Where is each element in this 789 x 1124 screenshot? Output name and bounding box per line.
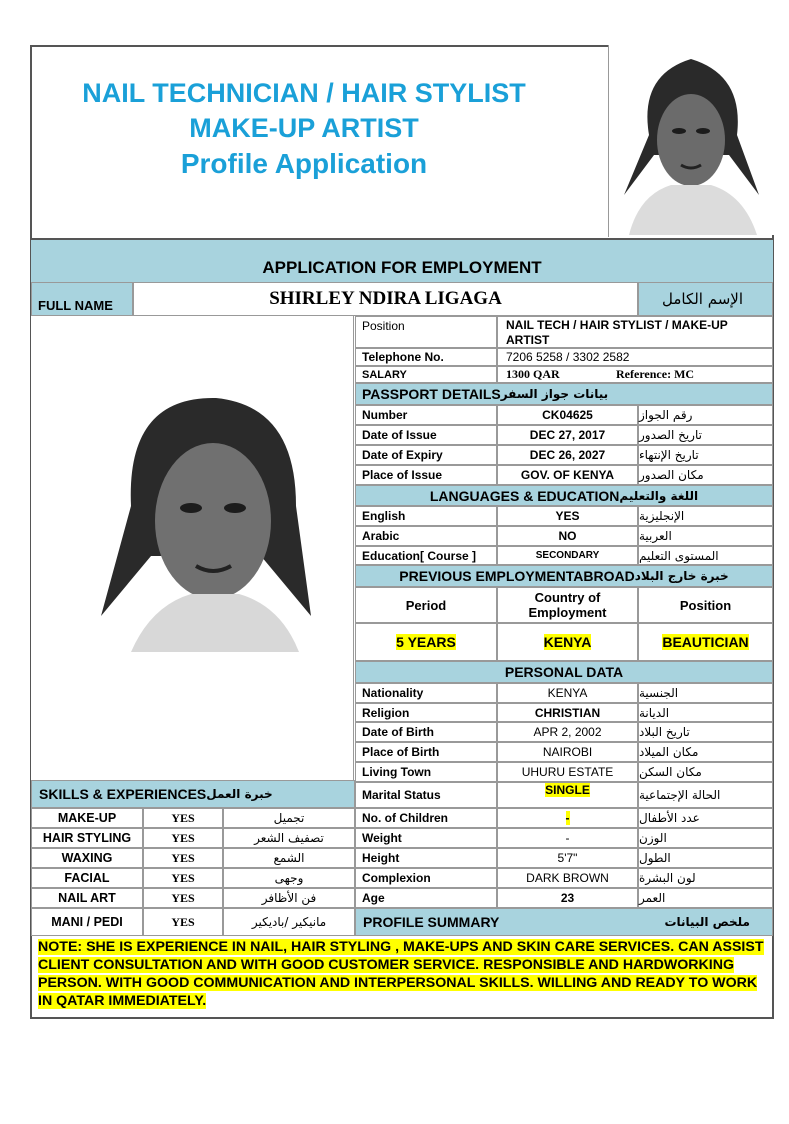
telephone-value: 7206 5258 / 3302 2582 <box>497 348 773 366</box>
personal-row-value: SINGLE <box>497 782 638 808</box>
personal-row-value: KENYA <box>497 683 638 703</box>
col-position: Position <box>638 587 773 623</box>
personal-row-label: Nationality <box>355 683 497 703</box>
position-value: NAIL TECH / HAIR STYLIST / MAKE-UP ARTIST <box>497 316 773 348</box>
employment-position: BEAUTICIAN <box>638 623 773 661</box>
passport-row-arabic: رقم الجواز <box>638 405 773 425</box>
title-line-3: Profile Application <box>180 148 428 179</box>
language-row-arabic: المستوى التعليم <box>638 546 773 565</box>
personal-row-label: Date of Birth <box>355 722 497 742</box>
skill-row-value: YES <box>143 848 223 868</box>
language-row-arabic: الإنجليزية <box>638 506 773 526</box>
skill-row-arabic: وجهى <box>223 868 355 888</box>
skill-row-arabic: تجميل <box>223 808 355 828</box>
passport-row-label: Number <box>355 405 497 425</box>
personal-row-label: Age <box>355 888 497 908</box>
language-row-arabic: العربية <box>638 526 773 546</box>
personal-row-arabic: الديانة <box>638 703 773 722</box>
skill-row-label: MANI / PEDI <box>31 908 143 936</box>
telephone-label: Telephone No. <box>355 348 497 366</box>
personal-row-label: No. of Children <box>355 808 497 828</box>
personal-row-value: DARK BROWN <box>497 868 638 888</box>
skill-row-arabic: تصفيف الشعر <box>223 828 355 848</box>
personal-row-arabic: مكان الميلاد <box>638 742 773 762</box>
language-row-value: YES <box>497 506 638 526</box>
application-header <box>31 238 773 282</box>
language-row-label: Education[ Course ] <box>355 546 497 565</box>
skill-row-arabic: فن الأظافر <box>223 888 355 908</box>
profile-summary-header: PROFILE SUMMARY ملخص البيانات <box>355 908 773 936</box>
personal-row-value: 5'7" <box>497 848 638 868</box>
language-row-label: English <box>355 506 497 526</box>
personal-row-value: UHURU ESTATE <box>497 762 638 782</box>
note-box <box>31 936 773 1018</box>
skill-row-arabic: مانيكير /باديكير <box>223 908 355 936</box>
languages-header: LANGUAGES & EDUCATION اللغة والتعليم <box>355 485 773 506</box>
passport-row-arabic: مكان الصدور <box>638 465 773 485</box>
passport-row-label: Date of Expiry <box>355 445 497 465</box>
language-row-label: Arabic <box>355 526 497 546</box>
applicant-photo-small <box>609 45 774 235</box>
employment-period: 5 YEARS <box>355 623 497 661</box>
personal-row-label: Complexion <box>355 868 497 888</box>
personal-data-header: PERSONAL DATA <box>355 661 773 683</box>
salary-label: SALARY <box>355 366 497 383</box>
passport-row-arabic: تاريخ الإنتهاء <box>638 445 773 465</box>
prev-employment-header: PREVIOUS EMPLOYMENTABROAD خبرة خارج البلاد <box>355 565 773 587</box>
skills-header: SKILLS & EXPERIENCES خبرة العمل <box>31 780 355 808</box>
photo-box-main <box>31 316 354 780</box>
personal-row-arabic: العمر <box>638 888 773 908</box>
skill-row-label: FACIAL <box>31 868 143 888</box>
personal-row-arabic: عدد الأطفال <box>638 808 773 828</box>
note-text: NOTE: SHE IS EXPERIENCE IN NAIL, HAIR STYLING , MAKE-UPS AND SKIN CARE SERVICES. CAN ASSIST CLIENT CONSULTATION AND WITH GOOD CUSTOMER SERVICE. RESPONSIBLE AND HARDWORKING PERSON. WITH GOOD COMMUNICATION AND INTERPERSONAL SKILLS. WILLING AND READY TO WORK IN QATAR IMMEDIATELY. <box>38 939 764 1009</box>
full-name-label: FULL NAME <box>31 282 133 316</box>
employment-country: KENYA <box>497 623 638 661</box>
personal-row-label: Marital Status <box>355 782 497 808</box>
language-row-value: SECONDARY <box>497 546 638 565</box>
personal-row-value: 23 <box>497 888 638 908</box>
application-title: APPLICATION FOR EMPLOYMENT <box>262 258 542 277</box>
skill-row-label: WAXING <box>31 848 143 868</box>
personal-row-value: NAIROBI <box>497 742 638 762</box>
personal-row-arabic: لون البشرة <box>638 868 773 888</box>
passport-row-value: DEC 27, 2017 <box>497 425 638 445</box>
personal-row-label: Height <box>355 848 497 868</box>
passport-header: PASSPORT DETAILS بيانات جواز السفر <box>355 383 773 405</box>
photo-box-top <box>608 45 774 237</box>
skill-row-value: YES <box>143 888 223 908</box>
full-name-value: SHIRLEY NDIRA LIGAGA <box>133 282 638 316</box>
personal-row-value: APR 2, 2002 <box>497 722 638 742</box>
skill-row-value: YES <box>143 868 223 888</box>
passport-row-label: Place of Issue <box>355 465 497 485</box>
passport-row-value: DEC 26, 2027 <box>497 445 638 465</box>
col-period: Period <box>355 587 497 623</box>
personal-row-label: Place of Birth <box>355 742 497 762</box>
skill-row-label: HAIR STYLING <box>31 828 143 848</box>
passport-row-value: GOV. OF KENYA <box>497 465 638 485</box>
col-country: Country of Employment <box>497 587 638 623</box>
skill-row-value: YES <box>143 908 223 936</box>
skill-row-label: NAIL ART <box>31 888 143 908</box>
personal-row-arabic: تاريخ البلاد <box>638 722 773 742</box>
skill-row-label: MAKE-UP <box>31 808 143 828</box>
position-label: Position <box>355 316 497 348</box>
personal-row-arabic: الوزن <box>638 828 773 848</box>
language-row-value: NO <box>497 526 638 546</box>
title-line-1: NAIL TECHNICIAN / HAIR STYLIST <box>82 78 526 108</box>
skill-row-value: YES <box>143 808 223 828</box>
personal-row-value: - <box>497 808 638 828</box>
personal-row-arabic: الحالة الإجتماعية <box>638 782 773 808</box>
title-line-2: MAKE-UP ARTIST <box>189 113 419 143</box>
personal-row-arabic: الجنسية <box>638 683 773 703</box>
skill-row-arabic: الشمع <box>223 848 355 868</box>
personal-row-value: - <box>497 828 638 848</box>
page-title <box>32 76 576 181</box>
salary-value: 1300 QAR Reference: MC <box>497 366 773 383</box>
reference-code: Reference: MC <box>616 367 695 381</box>
personal-row-label: Religion <box>355 703 497 722</box>
personal-row-label: Living Town <box>355 762 497 782</box>
passport-row-arabic: تاريخ الصدور <box>638 425 773 445</box>
personal-row-value: CHRISTIAN <box>497 703 638 722</box>
personal-row-arabic: الطول <box>638 848 773 868</box>
passport-row-label: Date of Issue <box>355 425 497 445</box>
personal-row-arabic: مكان السكن <box>638 762 773 782</box>
applicant-photo-large <box>31 316 353 780</box>
personal-row-label: Weight <box>355 828 497 848</box>
full-name-arabic: الإسم الكامل <box>638 282 773 316</box>
skill-row-value: YES <box>143 828 223 848</box>
passport-row-value: CK04625 <box>497 405 638 425</box>
